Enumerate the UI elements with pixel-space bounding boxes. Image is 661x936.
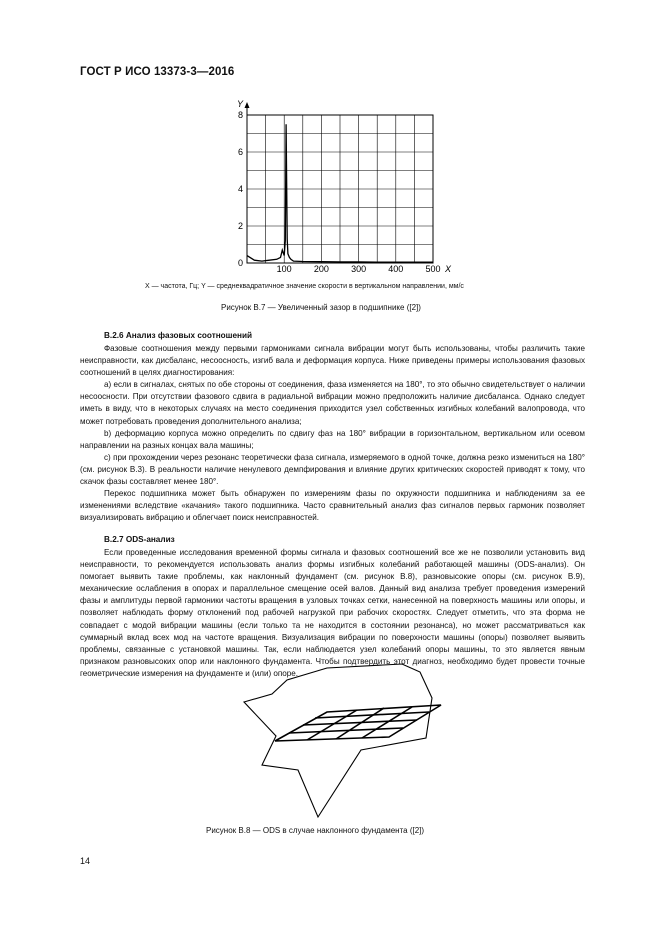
y-tick-label: 0 bbox=[237, 258, 243, 268]
paragraph: Фазовые соотношения между первыми гармониками сигнала вибрации могут быть использованы, чтобы различить такие неисправности, как дисбаланс, несоосность, изгиб вала и деформация корпуса. Ниже приведены примеры использования фазовых соотношений в целях диагностирования: bbox=[80, 344, 585, 378]
figure-b8-caption: Рисунок В.8 — ODS в случае наклонного фундамента ([2]) bbox=[206, 826, 425, 835]
paragraph: Если проведенные исследования временной формы сигнала и фазовых соотношений все же не позволили установить вид неисправности, то рекомендуется использовать анализ формы изгибных колебаний работающей машины (ODS-анализ). Он помогает выявить такие проблемы, как наклонный фундамент (см. рисунок В.8), разновысокие опоры (см. рисунок В.9), механические ослабления в опорах и параллельное смещение осей валов. Данный вид анализа требует проведения измерений фазы и амплитуды первой гармоники частоты вращения в узловых точках сетки, нанесенной на поверхность машины или опоры, и позволяет наблюдать форму отклонений под рабочей нагрузкой при рабочих скоростях. Следует отметить, что эта форма не совпадает с модой вибрации машины (если только та не находится в состоянии резонанса), но может рассматриваться как суммарный вклад всех мод на частоте вращения. Визуализация вибрации по поверхности машины (опоры) позволяет выявить проблемы, связанные с установкой машины. Так, если наблюдается узел колебаний опоры машины, то это является явным признаком разновысоких опор или наклонного фундамента. Чтобы подтвердить этот диагноз, необходимо будет провести точные геометрические измерения на фундаменте и (или) опоре. bbox=[80, 548, 585, 678]
x-tick-label: 300 bbox=[351, 264, 367, 274]
x-tick-label: 200 bbox=[313, 264, 329, 274]
page-number: 14 bbox=[80, 856, 91, 866]
x-axis-label: X bbox=[444, 264, 452, 274]
x-tick-label: 500 bbox=[425, 264, 441, 274]
list-item-c: c) при прохождении через резонанс теоретически фаза сигнала, измеряемого в одной точке, должна резко измениться на 180° (см. рисунок В.3). В реальности наличие ненулевого демпфирования и влияние других критических скоростей приводят к тому, что скачок фазы составляет менее 180°. bbox=[80, 452, 585, 487]
y-tick-label: 2 bbox=[237, 221, 243, 231]
paragraph: Перекос подшипника может быть обнаружен по измерениям фазы по окружности подшипника и наблюдениям за ее изменениями вследствие «качания» такого подшипника. Часто сравнительный анализ фаз сигналов первых гармоник позволяет визуализировать вибрацию и облегчает поиск неисправностей. bbox=[80, 489, 585, 523]
machine-outline bbox=[244, 664, 432, 817]
x-tick-label: 400 bbox=[388, 264, 404, 274]
section-b27-heading: В.2.7 ODS-анализ bbox=[104, 535, 175, 544]
y-axis-label: Y bbox=[237, 99, 244, 109]
list-item-a: а) если в сигналах, снятых по обе стороны от соединения, фаза изменяется на 180°, то это обычно свидетельствует о наличии несоосности. При отсутствии фазового сдвига в радиальной вибрации можно предположить наличие дисбаланса. Однако следует иметь в виду, что в некоторых случаях на место соединения приходится узел собственных изгибных колебаний валопровода, что может потребовать проведения дополнительного анализа; bbox=[80, 380, 585, 426]
x-tick-label: 100 bbox=[276, 264, 292, 274]
figure-b7-caption: Рисунок В.7 — Увеличенный зазор в подшипнике ([2]) bbox=[221, 303, 421, 312]
y-tick-label: 6 bbox=[237, 147, 243, 157]
figure-b7-legend: X — частота, Гц; Y — среднеквадратичное значение скорости в вертикальном направлении, мм/с bbox=[145, 283, 464, 290]
y-tick-label: 8 bbox=[237, 110, 243, 120]
section-b26-heading: В.2.6 Анализ фазовых соотношений bbox=[104, 331, 253, 340]
list-item-b: b) деформацию корпуса можно определить по сдвигу фаз на 180° вибрации в горизонтальном, вертикальном или осевом направлении на разных концах вала машины; bbox=[80, 428, 585, 450]
y-tick-label: 4 bbox=[237, 184, 243, 194]
document-header: ГОСТ Р ИСО 13373-3—2016 bbox=[80, 66, 235, 78]
